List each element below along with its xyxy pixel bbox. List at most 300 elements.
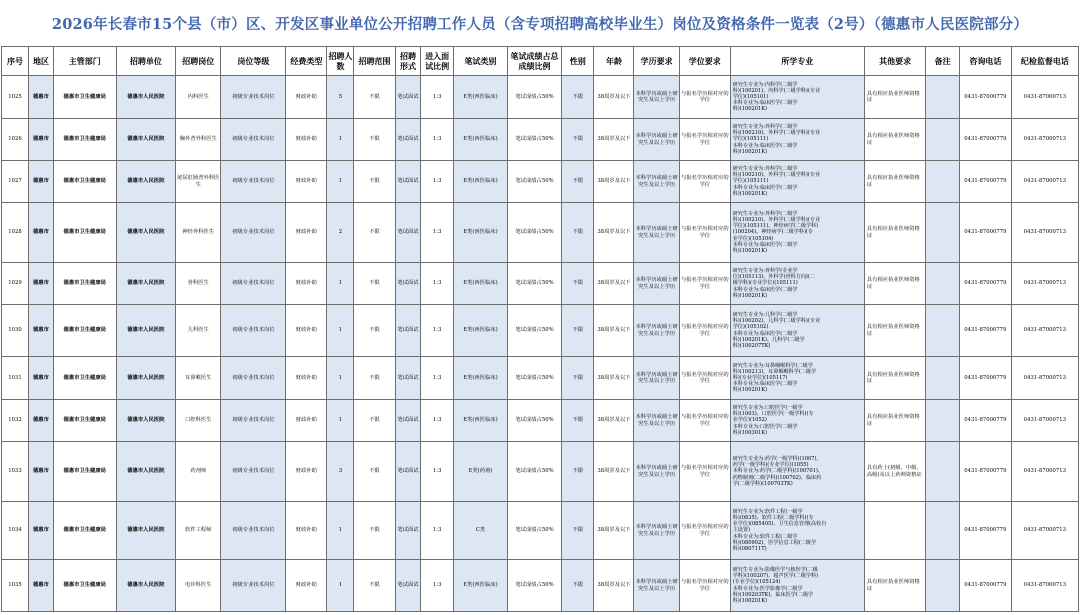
cell-scope [354,442,395,502]
cell-phone [959,203,1011,263]
cell-funding [286,305,327,357]
cell-note [926,560,960,612]
header-cell: 笔试成绩占总成绩比例 [507,47,561,76]
cell-ratio [421,203,453,263]
table-row [2,400,1079,442]
cell-text: 本科学历或硕士研究生及以上学历 [635,414,678,427]
cell-text: 与报名学历相对应的学位 [680,465,729,478]
cell-funding [286,76,327,119]
cell-text: 1:3 [432,468,442,475]
cell-weight [507,119,561,161]
cell-degree [679,119,730,161]
cell-text: 德惠市卫生健康局 [63,374,106,381]
header-cell: 学位要求 [679,47,730,76]
cell-text: 财政补助 [295,468,317,475]
cell-funding [286,357,327,400]
cell-scope [354,203,395,263]
cell-phone [959,502,1011,560]
cell-weight [507,442,561,502]
cell-exam [453,263,507,305]
cell-text: 德惠市人民医院 [127,417,165,424]
cell-level [221,119,286,161]
major-line: 研究生专业为:骨科学(专业学 [732,268,798,275]
cell-funding [286,502,327,560]
cell-text: 与报名学历相对应的学位 [680,175,729,188]
cell-text: 0431-87000779 [964,93,1007,100]
cell-region [29,263,54,305]
cell-ratio [421,119,453,161]
major-line: 研究生专业为:耳鼻咽喉科学(二级学 [732,362,813,369]
cell-text: E类(西医临床) [463,327,498,334]
major-line: 科)(080711T) [732,545,767,552]
cell-text: 1 [338,136,343,143]
cell-text: 与报名学历相对应的学位 [680,324,729,337]
major-line: 科)(100203TK)、临床医学(二级学 [732,591,814,598]
cell-unit [116,560,175,612]
major-line: 科)(100213)、耳鼻咽喉科学(二级学 [732,368,817,375]
cell-count [327,400,354,442]
cell-text: 笔试成绩占50% [515,327,554,334]
cell-text: 不限 [572,374,584,381]
header-cell: 笔试类别 [453,47,507,76]
cell-text: 具有相应执业医师资格证 [866,175,920,188]
cell-text: 本科学历或硕士研究生及以上学历 [635,324,678,337]
cell-edu [634,263,679,305]
cell-text: 1031 [8,374,22,381]
cell-text: 电诊科医生 [185,582,212,589]
cell-text: 与报名学历相对应的学位 [680,579,729,592]
table-row [2,161,1079,203]
cell-scope [354,76,395,119]
cell-text: 儿科医生 [187,327,209,334]
cell-major [730,305,864,357]
cell-weight [507,76,561,119]
cell-scope [354,357,395,400]
major-line: 业学位)(1052) [732,417,767,424]
cell-text: 1035 [8,582,22,589]
cell-edu [634,442,679,502]
cell-count [327,203,354,263]
cell-ratio [421,502,453,560]
cell-text: 财政补助 [295,417,317,424]
cell-text: 1028 [8,229,22,236]
major-line: 研究生专业为:外科学(二级学 [732,166,798,173]
cell-dept [53,560,116,612]
cell-text: 与报名学历相对应的学位 [680,133,729,146]
cell-age [594,560,634,612]
cell-note [926,76,960,119]
cell-ratio [421,263,453,305]
cell-exam [453,119,507,161]
cell-scope [354,502,395,560]
cell-text: 笔试面试 [397,327,419,334]
cell-text: 本科学历或硕士研究生及以上学历 [635,175,678,188]
cell-text: 不限 [369,280,380,287]
cell-text: 1 [338,417,343,424]
cell-text: 德惠市人民医院 [127,582,165,589]
cell-text: 笔试面试 [397,136,419,143]
cell-other [864,560,926,612]
cell-gender [562,203,594,263]
cell-text: 德惠市 [33,136,49,143]
cell-text: E类(西医临床) [463,229,498,236]
cell-text: 0431-87000779 [964,527,1007,534]
cell-exam [453,203,507,263]
cell-gender [562,263,594,305]
cell-text: 1:3 [432,280,442,287]
cell-funding [286,560,327,612]
cell-text: 不限 [572,178,584,185]
cell-text: 笔试面试 [397,582,419,589]
cell-gender [562,400,594,442]
cell-other [864,263,926,305]
cell-degree [679,400,730,442]
major-line: 研究生专业为:内科学(二级学 [732,81,798,88]
cell-scope [354,263,395,305]
cell-text: E类(西医临床) [463,136,498,143]
cell-level [221,161,286,203]
cell-age [594,76,634,119]
cell-text: 1:3 [432,136,442,143]
cell-no [2,203,29,263]
cell-text: 38周岁及以下 [597,374,631,381]
cell-post [176,119,221,161]
major-line: 学位)(105111) [732,178,769,185]
cell-count [327,161,354,203]
cell-form [395,442,421,502]
cell-text: 具有相应执业医师资格证 [866,371,920,384]
cell-text: E类(西医临床) [463,178,498,185]
cell-text: 2 [338,229,343,236]
major-line: 研究生专业为:外科学(二级学 [732,210,798,217]
cell-text: 笔试成绩占50% [515,93,554,100]
positions-table [1,46,1079,612]
cell-text: 1034 [8,527,22,534]
cell-text: 38周岁及以下 [597,280,631,287]
cell-supervise [1011,560,1078,612]
cell-dept [53,357,116,400]
cell-text: 笔试成绩占50% [515,468,554,475]
cell-count [327,263,354,305]
cell-exam [453,442,507,502]
major-line: 业学位)(085405)、卫生信息管理(高校自 [732,521,827,528]
cell-unit [116,203,175,263]
cell-major [730,502,864,560]
cell-text: 笔试面试 [397,417,419,424]
cell-degree [679,263,730,305]
cell-region [29,502,54,560]
major-line: 科)(专业学位)(105117) [732,374,788,381]
cell-text: 药剂师 [190,468,207,475]
cell-text: 不限 [369,374,380,381]
cell-text: 初级专业技术岗位 [232,582,275,589]
cell-post [176,203,221,263]
cell-text: 初级专业技术岗位 [232,374,275,381]
cell-text: E类(西医临床) [463,93,498,100]
cell-text: 财政补助 [295,582,317,589]
major-line: 学位)(105111) [732,136,769,143]
cell-region [29,76,54,119]
header-cell: 招聘形式 [395,47,421,76]
cell-text: 软件工程师 [185,527,212,534]
cell-other [864,203,926,263]
cell-other [864,442,926,502]
cell-text: 德惠市 [33,582,49,589]
cell-text: 笔试面试 [397,229,419,236]
cell-text: 不限 [369,327,380,334]
cell-post [176,305,221,357]
cell-exam [453,560,507,612]
cell-count [327,560,354,612]
major-line: 科)(100201K) [732,190,767,197]
cell-major [730,442,864,502]
cell-text: 0431-87000713 [1023,468,1067,475]
cell-text: 不限 [572,527,584,534]
cell-text: 初级专业技术岗位 [232,527,275,534]
cell-text: 德惠市人民医院 [127,280,165,287]
cell-text: 1:3 [432,374,442,381]
major-line: 学(二级学科)(100703TK) [732,480,793,487]
cell-count [327,442,354,502]
table-row [2,76,1079,119]
cell-text: 本科学历或硕士研究生及以上学历 [635,133,678,146]
cell-count [327,305,354,357]
cell-text: 0431-87000713 [1023,417,1067,424]
cell-supervise [1011,119,1078,161]
cell-region [29,161,54,203]
cell-phone [959,442,1011,502]
cell-dept [53,263,116,305]
cell-level [221,305,286,357]
major-line: 科)(100201K)、儿科学(二级学 [732,336,805,343]
cell-dept [53,400,116,442]
cell-edu [634,305,679,357]
cell-age [594,357,634,400]
cell-other [864,400,926,442]
major-line: 本科专业为:临床医学(二级学 [732,142,798,149]
cell-no [2,502,29,560]
cell-gender [562,76,594,119]
cell-text: 与报名学历相对应的学位 [680,371,729,384]
major-line: (专业学位)(105124) [732,579,781,586]
cell-unit [116,119,175,161]
major-line: 本科专业为:临床医学(二级学 [732,241,798,248]
cell-text: 1:3 [432,417,442,424]
cell-text: 5 [338,93,343,100]
cell-phone [959,161,1011,203]
cell-text: 财政补助 [295,229,317,236]
cell-text: 1:3 [432,327,442,334]
cell-text: 与报名学历相对应的学位 [680,90,729,103]
cell-text: E类(药剂) [468,468,493,475]
header-cell: 序号 [2,47,29,76]
cell-text: 笔试面试 [397,178,419,185]
cell-text: 与报名学历相对应的学位 [680,226,729,239]
cell-text: 不限 [572,468,584,475]
major-line: 研究生专业为:外科学(二级学 [732,124,798,131]
cell-text: 1 [338,527,343,534]
cell-text: 具有相应执业医师资格证 [866,226,920,239]
cell-scope [354,161,395,203]
cell-text: 1032 [8,417,22,424]
cell-phone [959,560,1011,612]
cell-text: 德惠市 [33,327,49,334]
cell-text: 不限 [369,468,380,475]
cell-level [221,442,286,502]
cell-form [395,357,421,400]
header-cell: 主管部门 [53,47,116,76]
cell-text: 德惠市人民医院 [127,229,165,236]
cell-gender [562,560,594,612]
cell-no [2,400,29,442]
cell-text: 不限 [369,136,380,143]
cell-post [176,560,221,612]
major-line: 药学(一级学科)(专业学位)(1055) [732,462,809,469]
cell-note [926,442,960,502]
cell-exam [453,400,507,442]
major-line: 本科专业为:药学(二级学科)(100701)、 [732,468,823,475]
cell-text: 德惠市 [33,374,49,381]
cell-region [29,400,54,442]
cell-text: 本科学历或硕士研究生及以上学历 [635,371,678,384]
cell-text: 德惠市卫生健康局 [63,178,106,185]
major-line: 科)(100201K) [732,292,767,299]
cell-ratio [421,560,453,612]
cell-other [864,119,926,161]
table-body [2,76,1079,612]
cell-exam [453,357,507,400]
cell-text: E类(西医临床) [463,374,498,381]
cell-weight [507,263,561,305]
major-line: 级学科)(专业学位)(105111) [732,280,798,287]
cell-text: 不限 [369,527,380,534]
cell-text: 德惠市 [33,280,49,287]
cell-major [730,263,864,305]
major-line: 科)(0835)、软件工程(二级学科)(专 [732,515,814,522]
cell-region [29,305,54,357]
major-line: 主设置) [732,527,750,534]
cell-form [395,400,421,442]
cell-text: 财政补助 [295,136,317,143]
cell-level [221,263,286,305]
cell-post [176,442,221,502]
cell-no [2,305,29,357]
cell-supervise [1011,263,1078,305]
cell-ratio [421,305,453,357]
cell-text: E类(西医临床) [463,582,498,589]
cell-gender [562,357,594,400]
cell-phone [959,400,1011,442]
cell-note [926,357,960,400]
cell-text: 内科医生 [187,93,209,100]
cell-major [730,161,864,203]
cell-text: 1026 [8,136,22,143]
cell-phone [959,119,1011,161]
cell-funding [286,442,327,502]
cell-major [730,560,864,612]
cell-text: 德惠市卫生健康局 [63,93,106,100]
cell-ratio [421,76,453,119]
cell-text: 本科学历或硕士研究生及以上学历 [635,277,678,290]
major-line: 研究生专业为:影像医学与核医学(二级 [732,567,818,574]
cell-text: 不限 [369,417,380,424]
cell-text: 38周岁及以下 [597,136,631,143]
cell-text: 不限 [572,582,584,589]
cell-text: 初级专业技术岗位 [232,417,275,424]
cell-text: 0431-87000779 [964,374,1007,381]
major-line: 本科专业为:临床医学(二级学 [732,330,798,337]
cell-text: 泌尿肛肠普外科医生 [177,175,220,188]
table-row [2,203,1079,263]
cell-text: 1 [338,582,343,589]
cell-text: 财政补助 [295,527,317,534]
cell-text: E类(西医临床) [463,280,498,287]
cell-text: 德惠市 [33,417,49,424]
cell-text: 1 [338,178,343,185]
cell-age [594,502,634,560]
cell-region [29,560,54,612]
cell-text: 38周岁及以下 [597,327,631,334]
cell-text: 1:3 [432,229,442,236]
cell-degree [679,502,730,560]
cell-gender [562,442,594,502]
cell-text: 笔试成绩占50% [515,582,554,589]
cell-form [395,161,421,203]
major-line: 研究生专业为:药学(一级学科)(1007)、 [732,456,822,463]
major-line: 科)(1003)、口腔医学(一级学科)(专 [732,411,814,418]
cell-edu [634,119,679,161]
cell-unit [116,357,175,400]
header-cell: 其他要求 [864,47,926,76]
cell-text: 财政补助 [295,178,317,185]
cell-region [29,357,54,400]
cell-other [864,305,926,357]
cell-gender [562,502,594,560]
cell-text: 初级专业技术岗位 [232,93,275,100]
header-cell: 进入面试比例 [421,47,453,76]
cell-degree [679,203,730,263]
cell-text: 0431-87000779 [964,468,1007,475]
cell-funding [286,161,327,203]
cell-region [29,119,54,161]
cell-edu [634,76,679,119]
cell-text: 与报名学历相对应的学位 [680,524,729,537]
cell-unit [116,161,175,203]
cell-level [221,203,286,263]
cell-text: 笔试面试 [397,374,419,381]
cell-dept [53,119,116,161]
cell-age [594,442,634,502]
cell-ratio [421,357,453,400]
table-row [2,119,1079,161]
cell-no [2,560,29,612]
cell-major [730,76,864,119]
cell-no [2,263,29,305]
cell-note [926,203,960,263]
major-line: 科)(100201K) [732,387,767,394]
cell-dept [53,502,116,560]
cell-no [2,442,29,502]
cell-major [730,203,864,263]
cell-text: 具有药士(初级、中级、高级)及以上药师资格证 [866,465,922,478]
cell-dept [53,442,116,502]
cell-region [29,442,54,502]
cell-text: 德惠市卫生健康局 [63,136,106,143]
cell-text: 1:3 [432,178,442,185]
cell-text: 笔试面试 [397,280,419,287]
cell-note [926,263,960,305]
cell-text: 德惠市卫生健康局 [63,417,106,424]
